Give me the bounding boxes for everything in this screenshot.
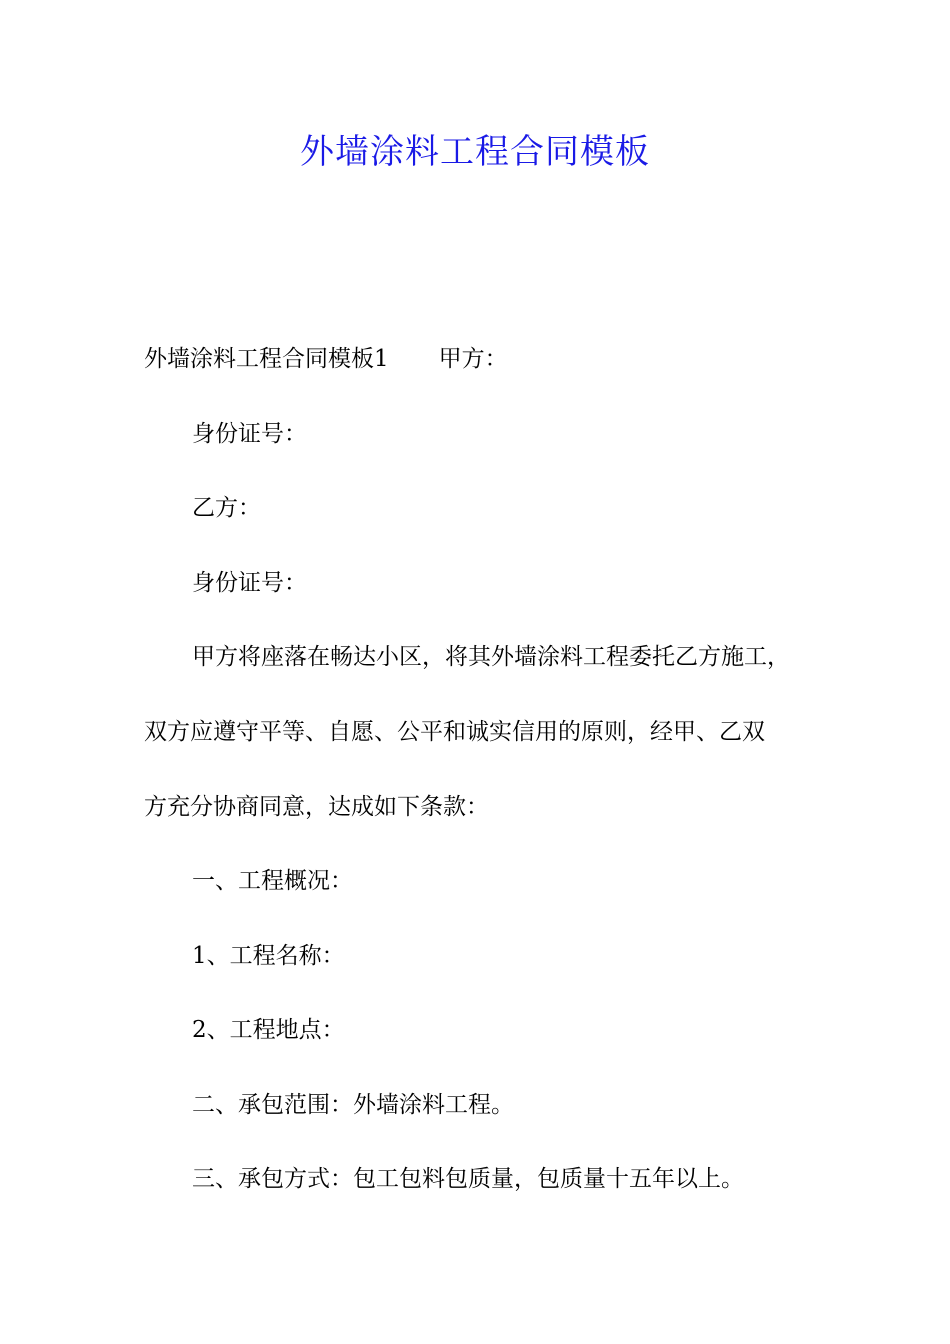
party-b-label: 乙方： [192, 495, 261, 521]
paragraph-line: 甲方将座落在畅达小区，将其外墙涂料工程委托乙方施工， [192, 644, 790, 670]
list-item: 1、工程名称： [192, 943, 345, 969]
id-number-b: 身份证号： [192, 570, 307, 596]
section-heading: 一、工程概况： [192, 868, 353, 894]
contract-heading-line [144, 343, 508, 375]
section-heading: 三、承包方式：包工包料包质量，包质量十五年以上。 [192, 1166, 744, 1192]
paragraph-line: 双方应遵守平等、自愿、公平和诚实信用的原则，经甲、乙双 [144, 719, 765, 745]
paragraph-line: 方充分协商同意，达成如下条款： [144, 794, 489, 820]
party-a-label: 甲方： [438, 346, 508, 372]
contract-heading: 外墙涂料工程合同模板1 [144, 346, 389, 372]
document-title: 外墙涂料工程合同模板 [300, 132, 650, 172]
list-item: 2、工程地点： [192, 1017, 345, 1043]
id-number-a: 身份证号： [192, 421, 307, 447]
section-heading: 二、承包范围：外墙涂料工程。 [192, 1092, 514, 1118]
